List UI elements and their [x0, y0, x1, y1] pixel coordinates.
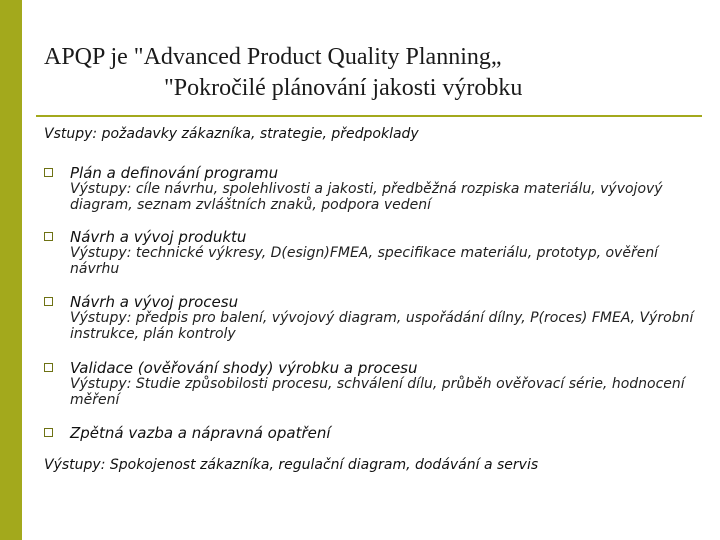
left-accent-bar — [0, 0, 22, 540]
slide-title — [44, 42, 704, 104]
item-title: Validace (ověřování shody) výrobku a procesu — [70, 359, 418, 377]
item-description: Výstupy: cíle návrhu, spolehlivosti a jakosti, předběžná rozpiska materiálu, vývojový diagram, seznam zvláštních znaků, podpora vedení — [70, 181, 663, 213]
item-title: Zpětná vazba a nápravná opatření — [70, 424, 331, 442]
title-divider — [36, 115, 702, 117]
footer-outputs: Výstupy: Spokojenost zákazníka, regulační diagram, dodávání a servis — [44, 457, 539, 473]
item-description: Výstupy: technické výkresy, D(esign)FMEA, specifikace materiálu, prototyp, ověření návrhu — [70, 245, 659, 277]
square-bullet-icon — [44, 363, 53, 372]
item-title: Návrh a vývoj procesu — [70, 293, 239, 311]
intro-inputs: Vstupy: požadavky zákazníka, strategie, předpoklady — [44, 126, 419, 142]
title-line-1: APQP je "Advanced Product Quality Planning„ — [44, 44, 502, 70]
square-bullet-icon — [44, 297, 53, 306]
square-bullet-icon — [44, 428, 53, 437]
square-bullet-icon — [44, 232, 53, 241]
square-bullet-icon — [44, 168, 53, 177]
title-line-2: "Pokročilé plánování jakosti výrobku — [164, 75, 523, 101]
item-title: Návrh a vývoj produktu — [70, 228, 247, 246]
item-description: Výstupy: Studie způsobilosti procesu, schválení dílu, průběh ověřovací série, hodnocení měření — [70, 376, 685, 408]
item-description: Výstupy: předpis pro balení, vývojový diagram, uspořádání dílny, P(roces) FMEA, Výrobní instrukce, plán kontroly — [70, 310, 694, 342]
item-title: Plán a definování programu — [70, 164, 279, 182]
